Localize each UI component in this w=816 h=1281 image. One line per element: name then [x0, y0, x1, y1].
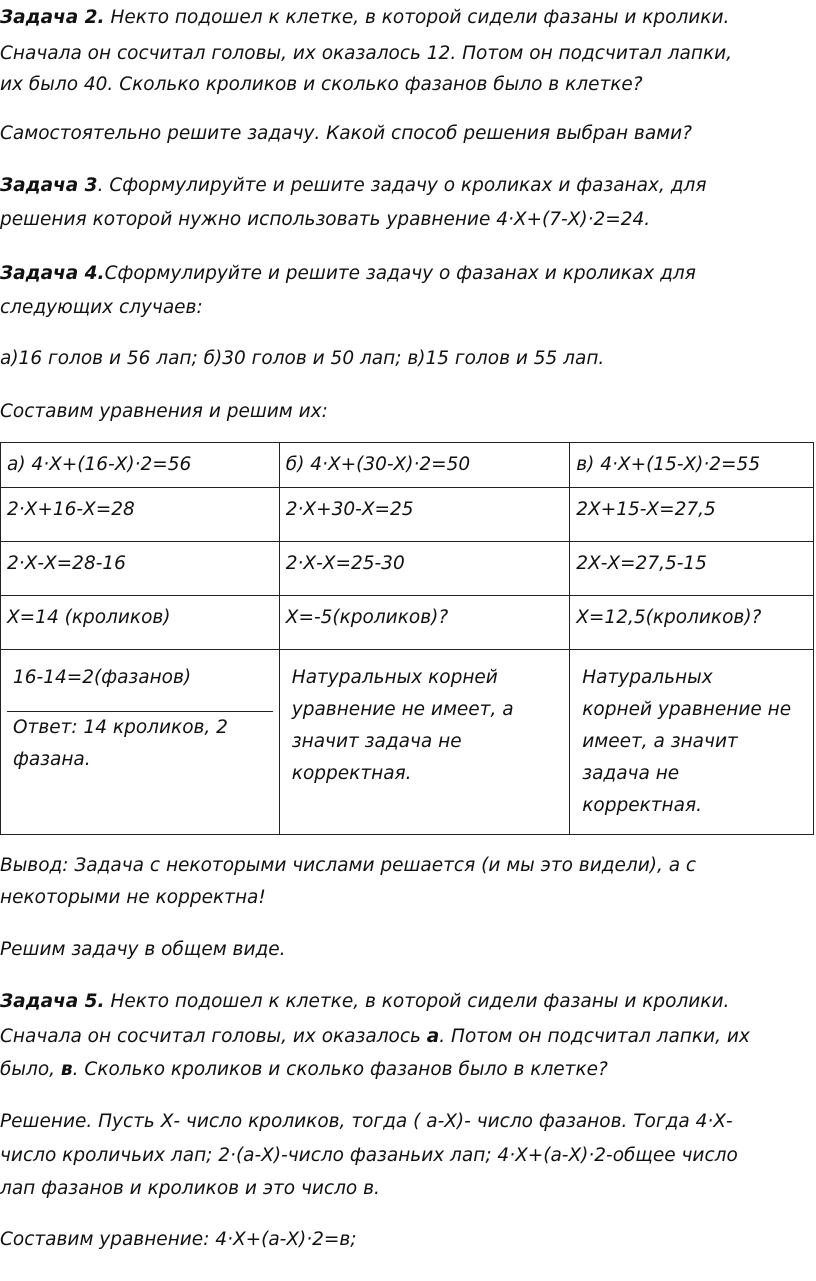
table-cell-split: [1, 650, 280, 835]
solution-line3: лап фазанов и кроликов и это число в.: [0, 1178, 380, 1199]
task5-label: Задача 5.: [0, 991, 105, 1012]
task2-line2: Сначала он сосчитал головы, их оказалось 12. Потом он подсчитал лапки,: [0, 43, 733, 64]
task2-label: Задача 2.: [0, 7, 105, 28]
answer-text: Ответ: 14 кроликов, 2 фазана.: [13, 717, 228, 770]
task3-label: Задача 3: [0, 175, 98, 196]
task3-line1: Задача 3. Сформулируйте и решите задачу о кроликах и фазанах, для: [0, 175, 707, 196]
table-cell: 2·Х+16-Х=28: [1, 488, 280, 542]
table-cell: 2·Х-Х=25-30: [279, 542, 569, 596]
equation-text: Составим уравнение: 4·Х+(а-Х)·2=в;: [0, 1229, 357, 1250]
conclusion-line2: некоторыми не корректна!: [0, 887, 266, 908]
table-cell: а) 4·Х+(16-Х)·2=56: [1, 443, 280, 488]
table-cell: Х=14 (кроликов): [1, 596, 280, 650]
table-cell: Х=12,5(кроликов)?: [570, 596, 814, 650]
table-cell: Натуральных корней уравнение не имеет, а значит задача не корректная.: [570, 650, 814, 835]
conclusion-line1: Вывод: Задача с некоторыми числами решается (и мы это видели), а с: [0, 855, 697, 876]
table-cell: 2Х-Х=27,5-15: [570, 542, 814, 596]
task3-line2: решения которой нужно использовать уравнение 4·Х+(7-Х)·2=24.: [0, 209, 651, 230]
table-cell: Натуральных корней уравнение не имеет, а значит задача не корректная.: [279, 650, 569, 835]
general-form-text: Решим задачу в общем виде.: [0, 939, 286, 960]
table-row: [1, 650, 814, 835]
task5-line1: Задача 5. Некто подошел к клетке, в которой сидели фазаны и кролики.: [0, 991, 730, 1012]
table-cell: 2Х+15-Х=27,5: [570, 488, 814, 542]
task2-line1: Задача 2. Некто подошел к клетке, в которой сидели фазаны и кролики.: [0, 7, 730, 28]
table-cell: Х=-5(кроликов)?: [279, 596, 569, 650]
self-solve-text: Самостоятельно решите задачу. Какой способ решения выбран вами?: [0, 123, 692, 144]
equations-table: [0, 442, 814, 835]
task4-label: Задача 4.: [0, 263, 105, 284]
table-cell: в) 4·Х+(15-Х)·2=55: [570, 443, 814, 488]
table-row: [1, 443, 814, 488]
task4-line1: Задача 4.Сформулируйте и решите задачу о фазанах и кроликах для: [0, 263, 696, 284]
task5-line3: было, в. Сколько кроликов и сколько фазанов было в клетке?: [0, 1059, 608, 1080]
table-cell: 2·Х+30-Х=25: [279, 488, 569, 542]
task5-line2: Сначала он сосчитал головы, их оказалось а. Потом он подсчитал лапки, их: [0, 1026, 750, 1047]
task2-line3: их было 40. Сколько кроликов и сколько фазанов было в клетке?: [0, 74, 643, 95]
table-cell: б) 4·Х+(30-Х)·2=50: [279, 443, 569, 488]
table-row: [1, 542, 814, 596]
table-cell: 2·Х-Х=28-16: [1, 542, 280, 596]
solution-line2: число кроличьих лап; 2·(а-Х)-число фазаньих лап; 4·Х+(а-Х)·2-общее число: [0, 1145, 738, 1166]
task4-line2: следующих случаев:: [0, 297, 203, 318]
task4-intro: Составим уравнения и решим их:: [0, 401, 328, 422]
pheasants-result: 16-14=2(фазанов): [7, 656, 273, 712]
task4-cases: а)16 голов и 56 лап; б)30 голов и 50 лап; в)15 голов и 55 лап.: [0, 348, 605, 369]
table-row: [1, 488, 814, 542]
solution-line1: Решение. Пусть Х- число кроликов, тогда ( а-Х)- число фазанов. Тогда 4·Х-: [0, 1111, 733, 1132]
table-row: [1, 596, 814, 650]
